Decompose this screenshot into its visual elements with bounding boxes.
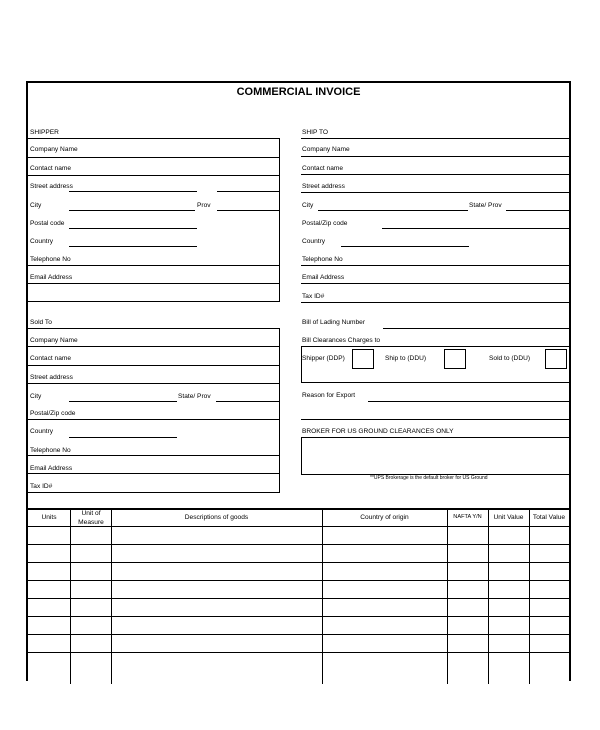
ship-to-telephone-field[interactable] bbox=[301, 265, 569, 266]
sold-to-company-field[interactable] bbox=[28, 346, 280, 347]
sold-to-ddu-label: Sold to (DDU) bbox=[489, 355, 531, 362]
shipper-street-field-2[interactable] bbox=[217, 191, 280, 192]
ups-note: **UPS Brokerage is the default broker for US Ground bbox=[370, 475, 488, 481]
shipper-company-label: Company Name bbox=[30, 146, 78, 153]
page-title: COMMERCIAL INVOICE bbox=[236, 86, 361, 98]
shipper-city-field[interactable] bbox=[69, 210, 195, 211]
sold-to-ddu-checkbox[interactable] bbox=[545, 349, 567, 369]
col-country-of-origin: Country of origin bbox=[360, 514, 409, 521]
col-total-value: Total Value bbox=[532, 514, 566, 521]
sold-to-company-label: Company Name bbox=[30, 337, 78, 344]
sold-to-contact-label: Contact name bbox=[30, 355, 72, 362]
sold-to-city-label: City bbox=[30, 393, 42, 400]
shipper-email-label: Email Address bbox=[30, 274, 73, 281]
ship-to-street-label: Street address bbox=[302, 183, 345, 190]
shipper-street-label: Street address bbox=[30, 183, 73, 190]
ship-to-contact-field[interactable] bbox=[301, 174, 569, 175]
reason-for-export-label: Reason for Export bbox=[302, 392, 356, 399]
shipper-postal-field[interactable] bbox=[69, 228, 197, 229]
ship-to-company-label: Company Name bbox=[302, 146, 350, 153]
shipper-contact-label: Contact name bbox=[30, 165, 72, 172]
shipper-telephone-field[interactable] bbox=[28, 265, 280, 266]
sold-to-tax-label: Tax ID# bbox=[30, 483, 53, 490]
col-unit-of-measure: Unit of Measure bbox=[78, 510, 104, 526]
ship-to-tax-label: Tax ID# bbox=[302, 293, 325, 300]
shipper-postal-label: Postal code bbox=[30, 220, 65, 227]
bill-of-lading-label: Bill of Lading Number bbox=[302, 319, 366, 326]
sold-to-country-label: Country bbox=[30, 428, 54, 435]
sold-to-email-label: Email Address bbox=[30, 465, 73, 472]
sold-to-postal-label: Postal/Zip code bbox=[30, 410, 76, 417]
ship-to-country-field[interactable] bbox=[341, 246, 469, 247]
ship-to-postal-label: Postal/Zip code bbox=[302, 220, 348, 227]
col-units: Units bbox=[41, 514, 57, 521]
ship-to-city-label: City bbox=[302, 202, 314, 209]
ship-to-company-field[interactable] bbox=[301, 156, 569, 157]
sold-to-state-field[interactable] bbox=[216, 401, 280, 402]
ship-to-state-field[interactable] bbox=[506, 210, 569, 211]
ship-to-street-field[interactable] bbox=[301, 192, 569, 193]
shipper-contact-field[interactable] bbox=[28, 175, 280, 176]
ship-to-postal-field[interactable] bbox=[382, 228, 569, 229]
broker-field[interactable] bbox=[301, 437, 571, 475]
ship-to-heading: SHIP TO bbox=[302, 129, 329, 136]
sold-to-city-field[interactable] bbox=[69, 401, 177, 402]
shipper-ddp-checkbox[interactable] bbox=[352, 349, 374, 369]
sold-to-street-label: Street address bbox=[30, 374, 73, 381]
sold-to-country-field[interactable] bbox=[69, 437, 177, 438]
shipper-country-label: Country bbox=[30, 238, 54, 245]
bill-clearances-label: Bill Clearances Charges to bbox=[302, 337, 381, 344]
shipper-country-field[interactable] bbox=[69, 246, 197, 247]
ship-to-contact-label: Contact name bbox=[302, 165, 344, 172]
col-nafta: NAFTA Y/N bbox=[453, 514, 482, 520]
sold-to-street-field[interactable] bbox=[28, 383, 280, 384]
shipper-telephone-label: Telephone No bbox=[30, 256, 71, 263]
col-unit-value: Unit Value bbox=[493, 514, 524, 521]
reason-for-export-field[interactable] bbox=[368, 401, 569, 402]
shipper-company-field[interactable] bbox=[28, 157, 280, 158]
ship-to-ddu-label: Ship to (DDU) bbox=[385, 355, 427, 362]
ship-to-tax-field[interactable] bbox=[301, 302, 569, 303]
sold-to-tax-field[interactable] bbox=[28, 492, 280, 493]
ship-to-telephone-label: Telephone No bbox=[302, 256, 343, 263]
ship-to-email-field[interactable] bbox=[301, 283, 569, 284]
shipper-prov-label: Prov bbox=[197, 202, 211, 209]
ship-to-email-label: Email Address bbox=[302, 274, 345, 281]
sold-to-heading: Sold To bbox=[30, 319, 52, 326]
invoice-form bbox=[26, 81, 571, 681]
shipper-prov-field[interactable] bbox=[217, 210, 280, 211]
ship-to-state-label: State/ Prov bbox=[469, 202, 502, 209]
shipper-email-field[interactable] bbox=[28, 283, 280, 284]
sold-to-telephone-field[interactable] bbox=[28, 455, 280, 456]
bill-of-lading-field[interactable] bbox=[383, 328, 569, 329]
broker-label: BROKER FOR US GROUND CLEARANCES ONLY bbox=[302, 428, 454, 435]
sold-to-contact-field[interactable] bbox=[28, 365, 280, 366]
sold-to-telephone-label: Telephone No bbox=[30, 447, 71, 454]
ship-to-country-label: Country bbox=[302, 238, 326, 245]
shipper-heading: SHIPPER bbox=[30, 129, 59, 136]
sold-to-email-field[interactable] bbox=[28, 473, 280, 474]
ship-to-ddu-checkbox[interactable] bbox=[444, 349, 466, 369]
shipper-city-label: City bbox=[30, 202, 42, 209]
sold-to-postal-field[interactable] bbox=[28, 419, 280, 420]
sold-to-state-label: State/ Prov bbox=[178, 393, 211, 400]
col-descriptions: Descriptions of goods bbox=[184, 514, 249, 521]
shipper-street-field[interactable] bbox=[69, 191, 197, 192]
shipper-ddp-label: Shipper (DDP) bbox=[302, 355, 345, 362]
ship-to-city-field[interactable] bbox=[318, 210, 468, 211]
